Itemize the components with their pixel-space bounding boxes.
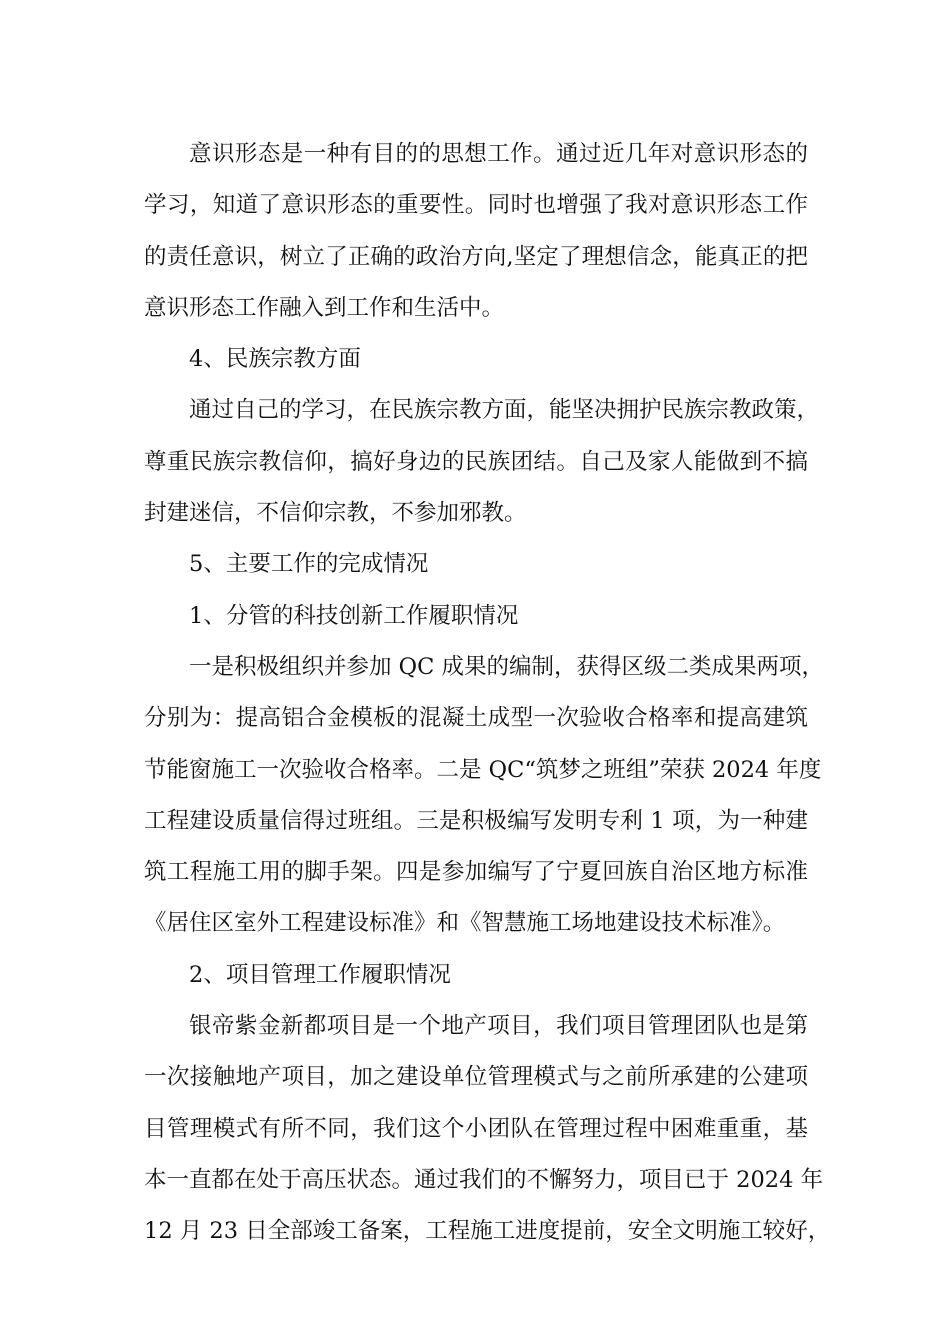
paragraph-project-management [144, 1001, 831, 1257]
document-body [144, 129, 831, 1258]
heading-project-management [144, 950, 808, 1001]
text-line: 一次接触地产项目，加之建设单位管理模式与之前所承建的公建项 [144, 1064, 808, 1091]
text-line: 一是积极组织并参加 QC 成果的编制，获得区级二类成果两项， [189, 653, 824, 680]
text-line: 意识形态是一种有目的的思想工作。通过近几年对意识形态的 [189, 141, 808, 167]
text-line: 筑工程施工用的脚手架。四是参加编写了宁夏回族自治区地方标准 [144, 859, 808, 886]
text-line: 目管理模式有所不同，我们这个小团队在管理过程中困难重重，基 [144, 1115, 808, 1142]
text-line: 的责任意识，树立了正确的政治方向,坚定了理想信念，能真正的把 [144, 243, 808, 270]
section-heading: 1、分管的科技创新工作履职情况 [189, 602, 519, 629]
section-heading: 5、主要工作的完成情况 [189, 551, 429, 578]
text-line: 12 月 23 日全部竣工备案，工程施工进度提前，安全文明施工较好， [144, 1218, 831, 1245]
text-line: 节能窗施工一次验收合格率。二是 QC“筑梦之班组”荣获 2024 年度 [144, 756, 822, 783]
text-line: 本一直都在处于高压状态。通过我们的不懈努力，项目已于 2024 年 [144, 1166, 824, 1193]
text-line: 意识形态工作融入到工作和生活中。 [144, 294, 505, 321]
paragraph-tech-innovation [144, 642, 824, 950]
text-line: 尊重民族宗教信仰，搞好身边的民族团结。自己及家人能做到不搞 [144, 448, 808, 475]
text-line: 《居住区室外工程建设标准》和《智慧施工场地建设技术标准》。 [144, 910, 786, 937]
heading-main-work [144, 539, 808, 590]
paragraph-ethnic-religion [144, 385, 820, 539]
section-heading: 2、项目管理工作履职情况 [189, 961, 451, 988]
text-line: 封建迷信，不信仰宗教，不参加邪教。 [144, 500, 527, 527]
section-heading: 4、民族宗教方面 [189, 346, 361, 373]
heading-tech-innovation [144, 591, 808, 642]
heading-ethnic-religion [144, 334, 808, 385]
text-line: 通过自己的学习，在民族宗教方面，能坚决拥护民族宗教政策， [189, 397, 820, 424]
text-line: 分别为：提高铝合金模板的混凝土成型一次验收合格率和提高建筑 [144, 705, 808, 732]
text-line: 工程建设质量信得过班组。三是积极编写发明专利 1 项，为一种建 [144, 807, 808, 834]
paragraph-ideology [144, 129, 808, 334]
text-line: 学习，知道了意识形态的重要性。同时也增强了我对意识形态工作 [144, 192, 808, 219]
text-line: 银帝紫金新都项目是一个地产项目，我们项目管理团队也是第 [189, 1013, 808, 1040]
